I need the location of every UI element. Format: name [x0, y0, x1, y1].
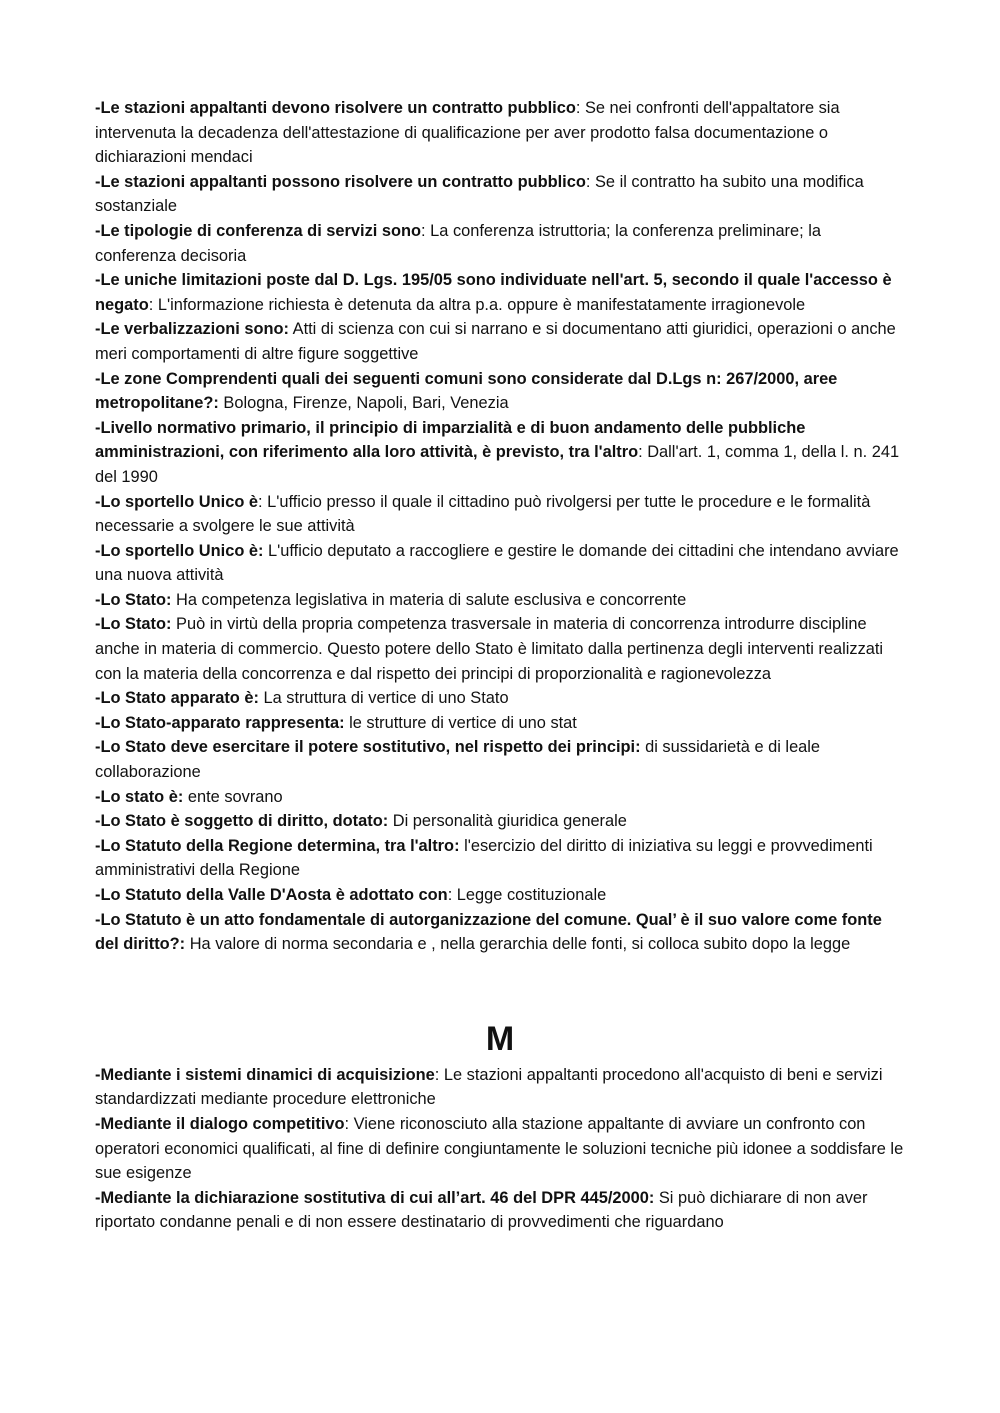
- entry-answer: : Se nei confronti dell'appaltatore sia intervenuta la decadenza dell'attestazione di qualificazione per aver prodotto falsa documentazione o dichiarazioni mendaci: [95, 99, 840, 167]
- entry: [95, 317, 905, 366]
- entry: [95, 1112, 905, 1186]
- entry-answer: ente sovrano: [183, 787, 283, 806]
- entry-answer: : Dall'art. 1, comma 1, della l. n. 241 del 1990: [95, 443, 900, 486]
- entry: [95, 96, 905, 170]
- entry-question: -Lo sportello Unico è:: [95, 541, 264, 560]
- entry-question: -Lo Statuto della Valle D'Aosta è adottato con: [95, 886, 448, 904]
- entry: [95, 809, 905, 834]
- entry-question: -Lo Statuto della Regione determina, tra l'altro:: [95, 836, 460, 855]
- entries-section-l: [95, 96, 905, 957]
- entry: [95, 416, 905, 490]
- entry: [95, 883, 905, 908]
- entry-question: -Le stazioni appaltanti possono risolvere un contratto pubblico: [95, 172, 586, 191]
- entry: [95, 219, 905, 268]
- entry-answer: Si può dichiarare di non aver riportato condanne penali e di non essere destinatario di provvedimenti che riguardano: [95, 1188, 868, 1232]
- entry-answer: : L'informazione richiesta è detenuta da altra p.a. oppure è manifestatamente irragionevole: [148, 295, 806, 314]
- entry: [95, 686, 905, 711]
- entry: [95, 735, 905, 784]
- entry-question: -Le verbalizzazioni sono:: [95, 320, 289, 339]
- entry: [95, 268, 905, 317]
- entry-question: -Lo Statuto è un atto fondamentale di autorganizzazione del comune. Qual’ è il suo valore come fonte del diritto?:: [95, 910, 882, 954]
- entry-answer: L'ufficio deputato a raccogliere e gestire le domande dei cittadini che intendano avviare una nuova attività: [95, 541, 899, 585]
- entry-question: -Le zone Comprendenti quali dei seguenti comuni sono considerate dal D.Lgs n: 267/2000, aree metropolitane?:: [95, 369, 838, 413]
- entry: [95, 908, 905, 957]
- entry-answer: : La conferenza istruttoria; la conferenza preliminare; la conferenza decisoria: [95, 221, 822, 265]
- entry: [95, 490, 905, 539]
- entry-answer: : Legge costituzionale: [447, 886, 607, 904]
- entry-answer: di sussidarietà e di leale collaborazione: [95, 738, 821, 782]
- entry-answer: : Le stazioni appaltanti procedono all'acquisto di beni e servizi standardizzati mediante procedure elettroniche: [95, 1065, 883, 1109]
- entry: [95, 834, 905, 883]
- entry: [95, 588, 905, 613]
- entry-question: -Lo Stato:: [95, 590, 172, 609]
- entry: [95, 1186, 905, 1235]
- entry-question: -Lo Stato è soggetto di diritto, dotato:: [95, 812, 389, 831]
- entry: [95, 785, 905, 810]
- entry-answer: : L'ufficio presso il quale il cittadino può rivolgersi per tutte le procedure e le formalità necessarie a svolgere le sue attività: [95, 492, 871, 536]
- entry-question: -Lo Stato deve esercitare il potere sostitutivo, nel rispetto dei principi:: [95, 738, 641, 757]
- entry: [95, 367, 905, 416]
- entry-question: -Lo stato è:: [95, 787, 184, 806]
- section-heading-letter: M: [485, 1019, 515, 1058]
- entry-answer: La struttura di vertice di uno Stato: [258, 689, 509, 708]
- entry-answer: Ha valore di norma secondaria e , nella gerarchia delle fonti, si colloca subito dopo la legge: [185, 935, 851, 954]
- entry-question: -Lo Stato apparato è:: [95, 689, 259, 708]
- entry-answer: Ha competenza legislativa in materia di salute esclusiva e concorrente: [171, 590, 687, 609]
- entry-question: -Mediante i sistemi dinamici di acquisizione: [95, 1065, 435, 1084]
- entry-answer: Di personalità giuridica generale: [388, 812, 627, 831]
- entry-question: -Le uniche limitazioni poste dal D. Lgs. 195/05 sono individuate nell'art. 5, secondo il quale l'accesso è negato: [95, 271, 892, 314]
- entry-question: -Le stazioni appaltanti devono risolvere un contratto pubblico: [95, 99, 576, 117]
- entry-question: -Livello normativo primario, il principio di imparzialità e di buon andamento delle pubbliche amministrazioni, con riferimento alla loro attività, è previsto, tra l'altro: [95, 418, 806, 462]
- entry-answer: : Viene riconosciuto alla stazione appaltante di avviare un confronto con operatori economici qualificati, al fine di definire congiuntamente le soluzioni tecniche più idonee a soddisfare le sue esigenze: [95, 1114, 904, 1183]
- entry-answer: Atti di scienza con cui si narrano e si documentano atti giuridici, operazioni o anche meri comportamenti di altre figure soggettive: [95, 320, 896, 363]
- entry-answer: Bologna, Firenze, Napoli, Bari, Venezia: [218, 394, 509, 413]
- document-page: [95, 96, 905, 1235]
- entry-answer: : Se il contratto ha subito una modifica sostanziale: [95, 172, 864, 216]
- entry-question: -Lo Stato:: [95, 615, 172, 634]
- entry-question: -Le tipologie di conferenza di servizi sono: [95, 221, 422, 240]
- entry-answer: Può in virtù della propria competenza trasversale in materia di concorrenza introdurre discipline anche in materia di commercio. Questo potere dello Stato è limitato dalla pertinenza degli interventi realizzati con la materia della concorrenza e dal rispetto dei principi di proporzionalità e ragionevolezza: [95, 615, 884, 683]
- entry-question: -Lo sportello Unico è: [95, 492, 259, 511]
- entry-question: -Mediante il dialogo competitivo: [95, 1114, 345, 1133]
- entry-answer: l'esercizio del diritto di iniziativa su leggi e provvedimenti amministrativi della Regione: [95, 836, 873, 880]
- entry: [95, 1063, 905, 1112]
- entry: [95, 711, 905, 736]
- entries-section-m: [95, 1063, 905, 1235]
- entry-question: -Lo Stato-apparato rappresenta:: [95, 713, 345, 732]
- entry: [95, 539, 905, 588]
- entry: [95, 170, 905, 219]
- entry-question: -Mediante la dichiarazione sostitutiva di cui all’art. 46 del DPR 445/2000:: [95, 1188, 655, 1207]
- entry: [95, 612, 905, 686]
- entry-answer: le strutture di vertice di uno stat: [344, 713, 577, 732]
